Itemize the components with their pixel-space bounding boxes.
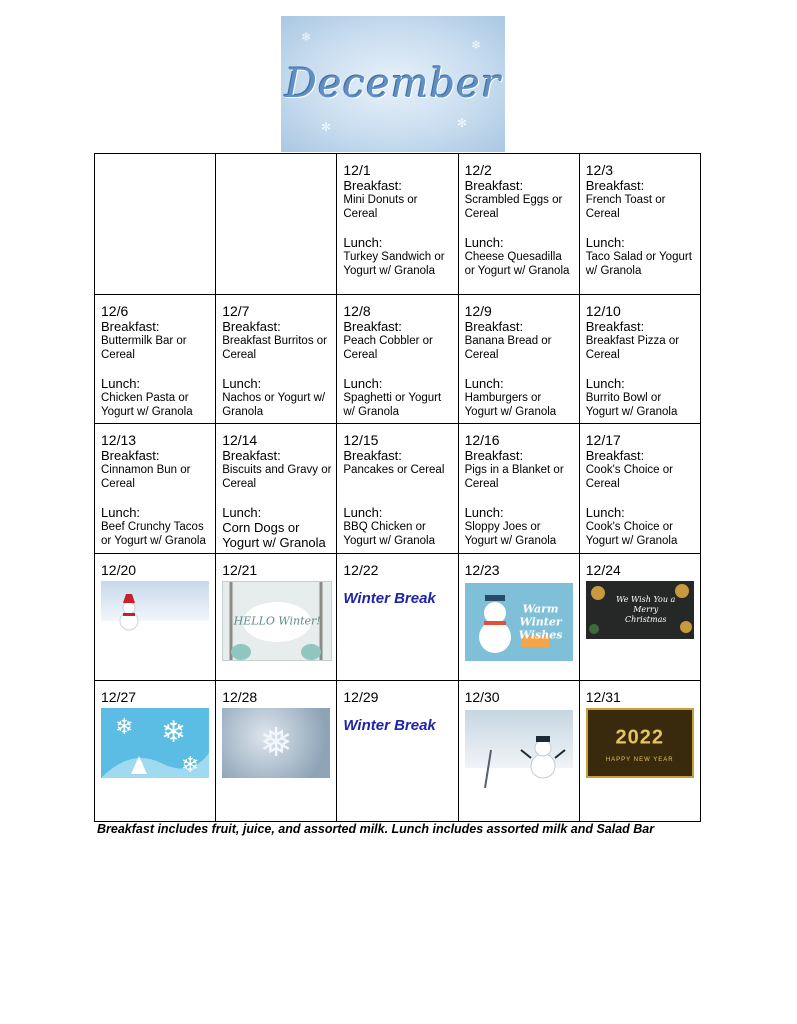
lunch-item: Cook's Choice or Yogurt w/ Granola (585, 521, 678, 547)
lunch-item: Burrito Bowl or Yogurt w/ Granola (585, 392, 678, 418)
day-date: 12/10 (585, 303, 621, 319)
breakfast-item: Breakfast Burritos or Cereal (222, 335, 328, 361)
breakfast-item: Cook's Choice or Cereal (585, 464, 673, 490)
day-date: 12/23 (464, 562, 500, 578)
breakfast-item: French Toast or Cereal (585, 194, 666, 220)
merry-christmas-text: We Wish You a Merry Christmas (616, 595, 676, 624)
lunch-label: Lunch: (222, 376, 262, 391)
week-row (95, 424, 701, 554)
breakfast-label: Breakfast: (101, 448, 160, 463)
footer-note: Breakfast includes fruit, juice, and assorted milk. Lunch includes assorted milk and Salad Bar (97, 822, 655, 836)
lunch-item: Spaghetti or Yogurt w/ Granola (343, 392, 442, 418)
breakfast-label: Breakfast: (464, 319, 524, 334)
day-cell (95, 681, 216, 822)
snowflake-icon: ✻ (457, 116, 468, 130)
day-date: 12/7 (222, 303, 250, 319)
day-cell (579, 295, 700, 424)
lunch-label: Lunch: (222, 505, 262, 520)
breakfast-item: Pigs in a Blanket or Cereal (464, 464, 564, 490)
day-date: 12/3 (585, 162, 613, 178)
snowflake-icon: ❄ (301, 30, 312, 44)
snowman-in-snow-image (101, 581, 209, 639)
breakfast-label: Breakfast: (343, 319, 402, 334)
day-cell (216, 554, 337, 681)
day-cell (458, 154, 579, 295)
day-date: 12/27 (101, 689, 137, 705)
day-cell (216, 424, 337, 554)
warm-winter-wishes-image (465, 583, 573, 661)
lunch-item: Corn Dogs or Yogurt w/ Granola (222, 520, 326, 550)
lunch-item: Nachos or Yogurt w/ Granola (222, 392, 326, 418)
breakfast-label: Breakfast: (585, 448, 645, 463)
day-date: 12/6 (101, 303, 129, 319)
breakfast-item: Biscuits and Gravy or Cereal (222, 464, 332, 490)
breakfast-item: Banana Bread or Cereal (464, 335, 552, 361)
hello-winter-image (222, 581, 332, 661)
hello-winter-text: HELLO Winter! (233, 614, 321, 628)
day-date: 12/8 (343, 303, 371, 319)
breakfast-label: Breakfast: (585, 178, 645, 193)
week-row (95, 681, 701, 822)
day-cell (458, 295, 579, 424)
merry-christmas-image (586, 581, 694, 639)
day-date: 12/29 (343, 689, 379, 705)
lunch-item: Sloppy Joes or Yogurt w/ Granola (464, 521, 557, 547)
empty-day-cell (95, 154, 216, 295)
breakfast-label: Breakfast: (464, 448, 524, 463)
winter-break-note: Winter Break (343, 590, 436, 607)
week-row (95, 295, 701, 424)
december-banner (281, 16, 505, 152)
new-year-2022-image (586, 708, 694, 778)
day-date: 12/21 (222, 562, 258, 578)
day-date: 12/13 (101, 432, 137, 448)
svg-text:❄: ❄ (161, 716, 187, 749)
day-cell (579, 681, 700, 822)
lunch-label: Lunch: (343, 505, 383, 520)
lunch-item: Taco Salad or Yogurt w/ Granola (585, 251, 692, 277)
day-date: 12/16 (464, 432, 500, 448)
lunch-item: Chicken Pasta or Yogurt w/ Granola (101, 392, 193, 418)
week-row (95, 154, 701, 295)
day-cell (337, 295, 458, 424)
breakfast-item: Pancakes or Cereal (343, 464, 445, 476)
happy-new-year-text: HAPPY NEW YEAR (605, 757, 674, 764)
breakfast-item: Buttermilk Bar or Cereal (101, 335, 187, 361)
day-cell (216, 681, 337, 822)
snowman-icon (101, 581, 209, 639)
lunch-label: Lunch: (464, 376, 504, 391)
lunch-label: Lunch: (585, 505, 625, 520)
snowman-scene-image (465, 710, 573, 788)
lunch-item: Turkey Sandwich or Yogurt w/ Granola (343, 251, 445, 277)
day-cell (95, 554, 216, 681)
breakfast-label: Breakfast: (343, 448, 402, 463)
day-date: 12/30 (464, 689, 500, 705)
day-cell (458, 554, 579, 681)
breakfast-label: Breakfast: (222, 448, 281, 463)
snowflake-icon: ✻ (321, 120, 332, 134)
winter-break-note: Winter Break (343, 717, 436, 734)
lunch-label: Lunch: (464, 235, 504, 250)
empty-day-cell (216, 154, 337, 295)
breakfast-item: Scrambled Eggs or Cereal (464, 194, 563, 220)
day-cell (95, 295, 216, 424)
lunch-label: Lunch: (585, 376, 625, 391)
svg-text:❄: ❄ (115, 714, 134, 739)
day-date: 12/2 (464, 162, 492, 178)
snowflake-icon (101, 708, 209, 778)
breakfast-label: Breakfast: (464, 178, 524, 193)
day-cell (579, 424, 700, 554)
day-cell (458, 681, 579, 822)
day-cell (337, 424, 458, 554)
day-date: 12/9 (464, 303, 492, 319)
warm-winter-wishes-text: Warm Winter Wishes (518, 602, 563, 642)
snowflake-icon: ❄ (471, 38, 482, 52)
lunch-label: Lunch: (464, 505, 504, 520)
breakfast-label: Breakfast: (101, 319, 160, 334)
day-date: 12/28 (222, 689, 258, 705)
day-cell (337, 554, 458, 681)
breakfast-item: Breakfast Pizza or Cereal (585, 335, 680, 361)
snowflake-crystal-icon: ❅ (259, 721, 293, 765)
day-date: 12/24 (585, 562, 621, 578)
lunch-label: Lunch: (585, 235, 625, 250)
day-cell (95, 424, 216, 554)
day-cell (579, 154, 700, 295)
day-date: 12/15 (343, 432, 379, 448)
lunch-item: Cheese Quesadilla or Yogurt w/ Granola (464, 251, 570, 277)
week-row (95, 554, 701, 681)
breakfast-label: Breakfast: (222, 319, 281, 334)
breakfast-label: Breakfast: (343, 178, 402, 193)
breakfast-label: Breakfast: (585, 319, 645, 334)
menu-calendar (94, 153, 701, 822)
day-cell (458, 424, 579, 554)
lunch-item: Hamburgers or Yogurt w/ Granola (464, 392, 557, 418)
lunch-label: Lunch: (343, 376, 383, 391)
day-date: 12/22 (343, 562, 379, 578)
snowman-icon (465, 710, 573, 788)
lunch-item: BBQ Chicken or Yogurt w/ Granola (343, 521, 436, 547)
banner-title: December (284, 61, 502, 107)
breakfast-item: Cinnamon Bun or Cereal (101, 464, 191, 490)
lunch-label: Lunch: (343, 235, 383, 250)
day-date: 12/20 (101, 562, 137, 578)
day-date: 12/17 (585, 432, 621, 448)
day-date: 12/1 (343, 162, 371, 178)
snowflakes-image (101, 708, 209, 778)
day-cell (337, 154, 458, 295)
breakfast-item: Mini Donuts or Cereal (343, 194, 418, 220)
lunch-item: Beef Crunchy Tacos or Yogurt w/ Granola (101, 521, 206, 547)
day-cell (579, 554, 700, 681)
svg-text:❄: ❄ (181, 752, 200, 777)
day-date: 12/31 (585, 689, 621, 705)
lunch-label: Lunch: (101, 505, 141, 520)
breakfast-item: Peach Cobbler or Cereal (343, 335, 433, 361)
new-year-2022-text: 2022 (615, 726, 664, 749)
day-cell (337, 681, 458, 822)
lunch-label: Lunch: (101, 376, 141, 391)
day-cell (216, 295, 337, 424)
day-date: 12/14 (222, 432, 258, 448)
snowflake-crystal-image (222, 708, 330, 778)
